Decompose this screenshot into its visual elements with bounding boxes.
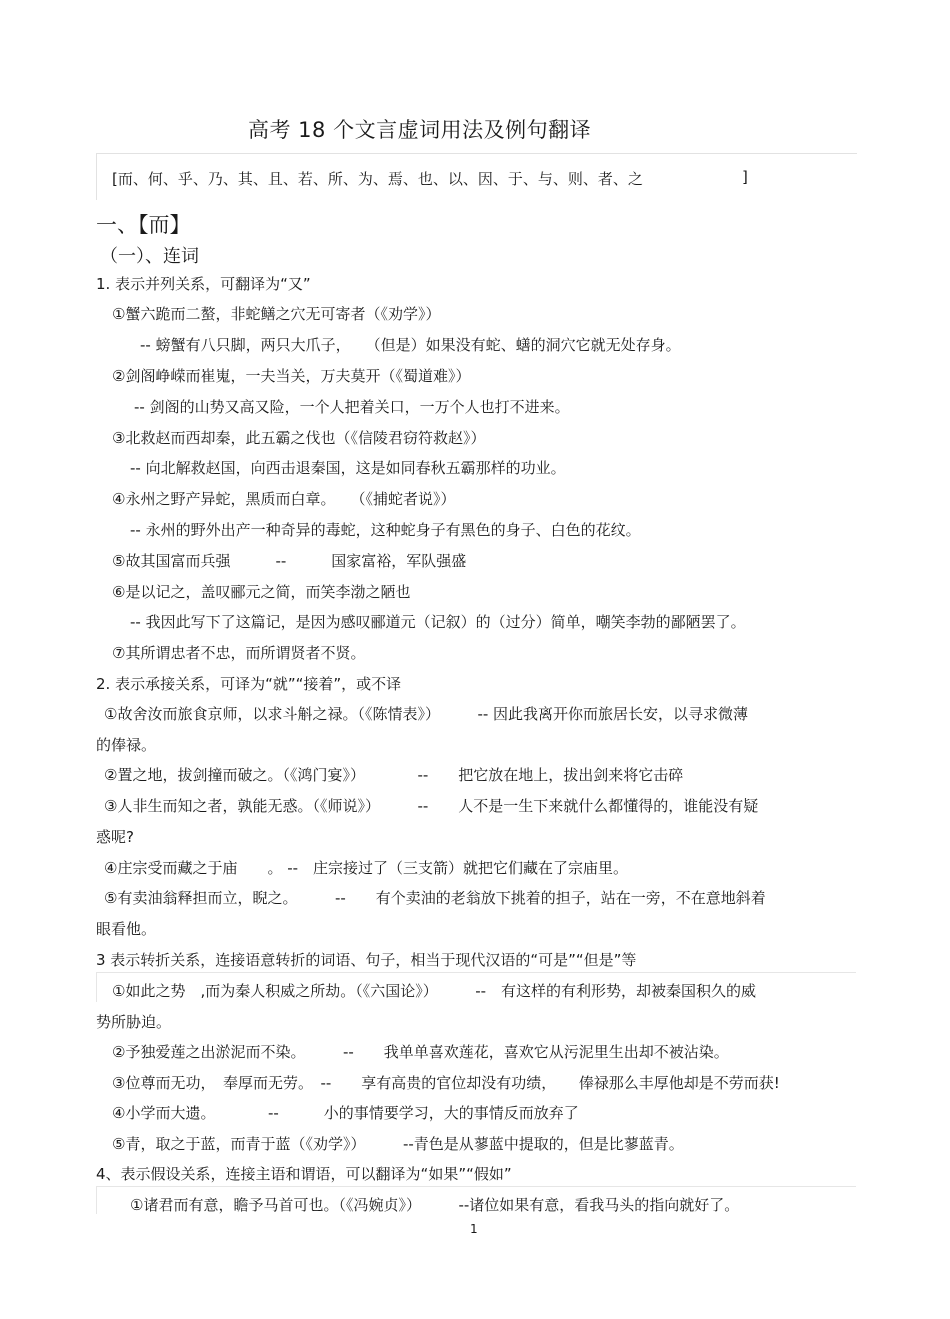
text-line: 2. 表示承接关系，可译为“就”“接着”，或不译 [96,675,402,693]
text-line: ①诸君而有意，瞻予马首可也。（《冯婉贞》） --诸位如果有意，看我马头的指向就好了。 [130,1196,740,1214]
document-title: 高考 18 个文言虚词用法及例句翻译 [248,118,592,142]
text-line: ④庄宗受而藏之于庙 。 -- 庄宗接过了（三支箭）就把它们藏在了宗庙里。 [104,859,629,877]
text-line: ⑤有卖油翁释担而立，睨之。 -- 有个卖油的老翁放下挑着的担子，站在一旁，不在意地斜着 [104,889,766,907]
text-line: -- 永州的野外出产一种奇异的毒蛇，这种蛇身子有黑色的身子、白色的花纹。 [130,521,641,539]
word-list: [而、何、乎、乃、其、且、若、所、为、焉、也、以、因、于、与、则、者、之 [112,170,643,188]
text-line: 的俸禄。 [96,736,157,754]
text-line: ③北救赵而西却秦，此五霸之伐也（《信陵君窃符救赵》） [112,429,486,447]
text-line: ④永州之野产异蛇，黑质而白章。 （《捕蛇者说》） [112,490,456,508]
text-line: ②予独爱莲之出淤泥而不染。 -- 我单单喜欢莲花，喜欢它从污泥里生出却不被沾染。 [112,1043,729,1061]
text-line: ⑦其所谓忠者不忠，而所谓贤者不贤。 [112,644,366,662]
text-line: 1. 表示并列关系，可翻译为“又” [96,275,311,293]
divider [96,1186,97,1214]
section-heading: 一、【而】 [96,213,191,237]
text-line: -- 向北解救赵国，向西击退秦国，这是如同春秋五霸那样的功业。 [130,459,566,477]
text-line: 势所胁迫。 [96,1013,172,1031]
text-line: ④小学而大遗。 -- 小的事情要学习，大的事情反而放弃了 [112,1104,579,1122]
page-number: 1 [470,1222,478,1236]
divider [96,1186,856,1187]
text-line: 惑呢? [96,828,134,846]
text-line: ③人非生而知之者，孰能无惑。（《师说》） -- 人不是一生下来就什么都懂得的，谁能没有疑 [104,797,759,815]
text-line: -- 螃蟹有八只脚，两只大爪子， （但是）如果没有蛇、蟮的洞穴它就无处存身。 [140,336,681,354]
text-line: ②剑阁峥嵘而崔嵬，一夫当关，万夫莫开（《蜀道难》） [112,367,471,385]
divider [96,972,856,973]
text-line: 眼看他。 [96,920,157,938]
text-line: 3 表示转折关系，连接语意转折的词语、句子，相当于现代汉语的“可是”“但是”等 [96,951,637,969]
text-line: ②置之地，拔剑撞而破之。（《鸿门宴》） -- 把它放在地上，拔出剑来将它击碎 [104,766,684,784]
text-line: ⑤青，取之于蓝，而青于蓝（《劝学》） --青色是从蓼蓝中提取的，但是比蓼蓝青。 [112,1135,684,1153]
divider [96,972,97,1002]
text-line: -- 剑阁的山势又高又险，一个人把着关口，一万个人也打不进来。 [134,398,570,416]
subsection-heading: （一）、连词 [100,246,199,267]
text-line: ①蟹六跪而二螯，非蛇鳝之穴无可寄者（《劝学》） [112,305,441,323]
text-line: 4、表示假设关系，连接主语和谓语，可以翻译为“如果”“假如” [96,1165,512,1183]
text-line: ⑤故其国富而兵强 -- 国家富裕，军队强盛 [112,552,467,570]
text-line: ①故舍汝而旅食京师，以求斗斛之禄。（《陈情表》） -- 因此我离开你而旅居长安，以寻求微薄 [104,705,749,723]
text-line: ⑥是以记之，盖叹郦元之简，而笑李渤之陋也 [112,583,411,601]
word-list-close-bracket: ] [742,168,748,186]
text-line: ③位尊而无功， 奉厚而无劳。 -- 享有高贵的官位却没有功绩， 俸禄那么丰厚他却是不劳而获! [112,1074,780,1092]
text-line: -- 我因此写下了这篇记，是因为感叹郦道元（记叙）的（过分）简单，嘲笑李勃的鄙陋罢了。 [130,613,746,631]
text-line: ①如此之势 ,而为秦人积威之所劫。（《六国论》） -- 有这样的有利形势，却被秦国积久的威 [112,982,757,1000]
